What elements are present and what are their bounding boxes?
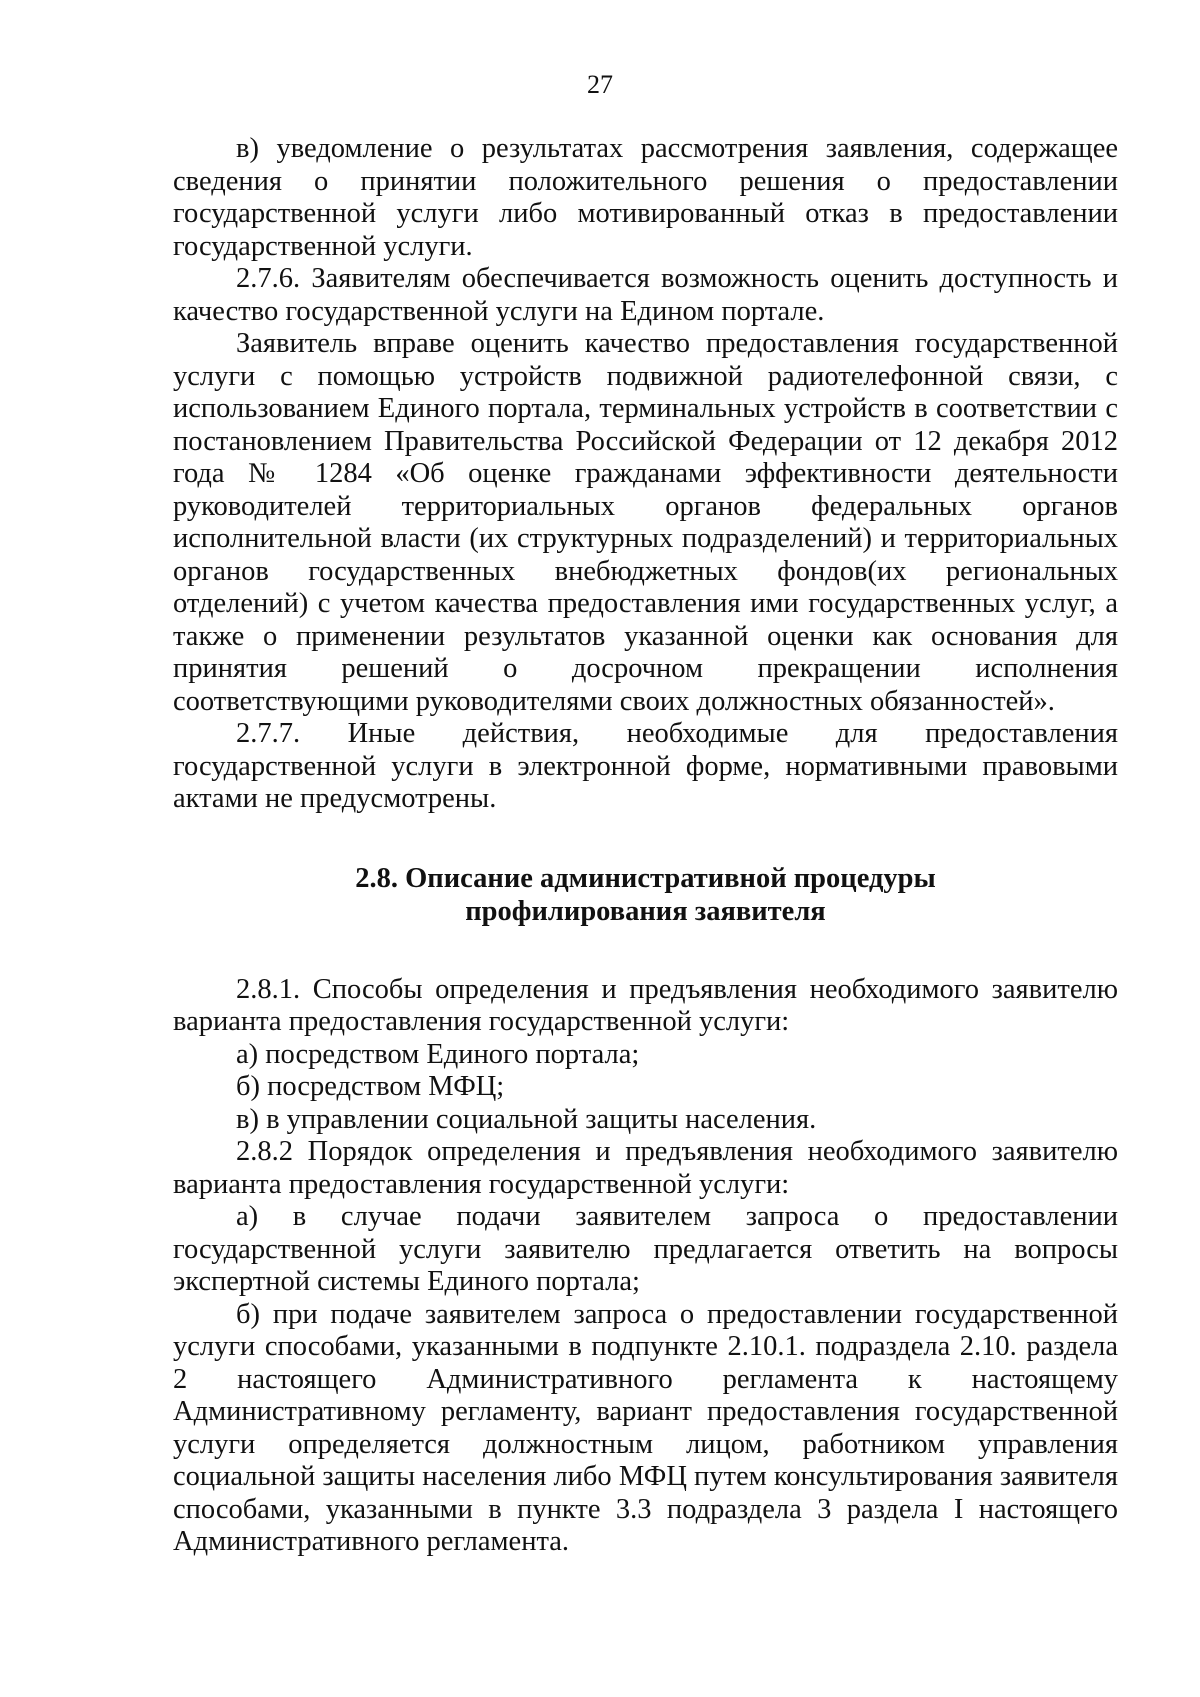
paragraph-2-8-1: 2.8.1. Способы определения и предъявления необходимого заявителю варианта предоставления государственной услуги:	[173, 973, 1118, 1037]
section-heading-line-1: 2.8. Описание административной процедуры	[355, 862, 936, 894]
list-item-b-consultation: б) при подаче заявителем запроса о предоставлении государственной услуги способами, указанными в подпункте 2.10.1. подраздела 2.10. раздела 2 настоящего Административного регламента к настоящему Административному регламенту, вариант предоставления государственной услуги определяется должностным лицом, работником управления социальной защиты населения либо МФЦ путем консультирования заявителя способами, указанными в пункте 3.3 подраздела 3 раздела I настоящего Административного регламента.	[173, 1298, 1118, 1557]
list-item-c-social-protection: в) в управлении социальной защиты населения.	[236, 1103, 817, 1135]
paragraph-2-7-7: 2.7.7. Иные действия, необходимые для предоставления государственной услуги в электронной форме, нормативными правовыми актами не предусмотрены.	[173, 718, 1118, 814]
list-item-a-portal: а) посредством Единого портала;	[236, 1038, 640, 1070]
page-number: 27	[587, 70, 613, 99]
document-body	[173, 133, 1118, 1559]
paragraph-2-8-2: 2.8.2 Порядок определения и предъявления необходимого заявителю варианта предоставления государственной услуги:	[173, 1136, 1118, 1200]
paragraph-quality-assessment: Заявитель вправе оценить качество предоставления государственной услуги с помощью устройств подвижной радиотелефонной связи, с использованием Единого портала, терминальных устройств в соответствии с постановлением Правительства Российской Федерации от 12 декабря 2012 года № 1284 «Об оценке гражданами эффективности деятельности руководителей территориальных органов федеральных органов исполнительной власти (их структурных подразделений) и территориальных органов государственных внебюджетных фондов(их региональных отделений) с учетом качества предоставления ими государственных услуг, а также о применении результатов указанной оценки как основания для принятия решений о досрочном прекращении исполнения соответствующими руководителями своих должностных обязанностей».	[173, 328, 1118, 717]
list-item-b-mfc: б) посредством МФЦ;	[236, 1071, 505, 1102]
paragraph-2-7-6: 2.7.6. Заявителям обеспечивается возможность оценить доступность и качество государственной услуги на Едином портале.	[173, 263, 1118, 327]
section-heading-line-2: профилирования заявителя	[465, 895, 826, 927]
section-heading-2-8	[173, 862, 1118, 928]
list-item-a-expert-system: а) в случае подачи заявителем запроса о предоставлении государственной услуги заявителю предлагается ответить на вопросы экспертной системы Единого портала;	[173, 1201, 1118, 1297]
paragraph-notification: в) уведомление о результатах рассмотрения заявления, содержащее сведения о принятии положительного решения о предоставлении государственной услуги либо мотивированный отказ в предоставлении государственной услуги.	[173, 133, 1118, 262]
